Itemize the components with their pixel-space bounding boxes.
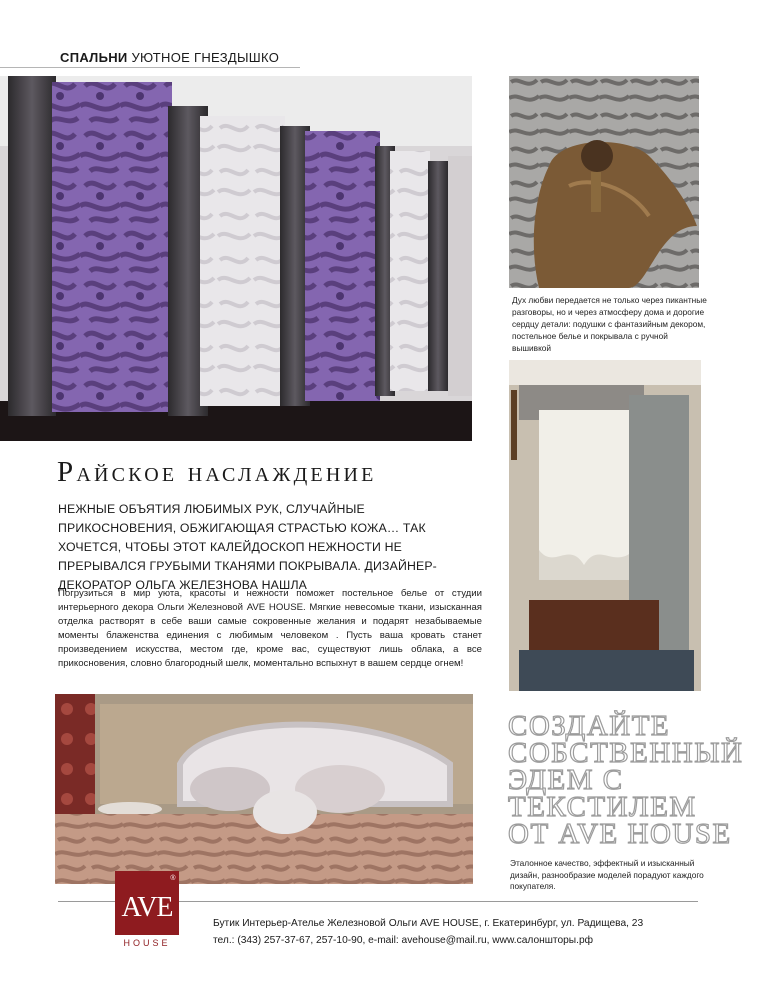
header-divider bbox=[0, 67, 300, 68]
caption-bottom: Эталонное качество, эффектный и изысканный дизайн, разнообразие моделей порадуют каждого покупателя. bbox=[510, 858, 704, 891]
section-subtitle: УЮТНОЕ ГНЕЗДЫШКО bbox=[131, 50, 280, 65]
caption-top: Дух любви передается не только через пикантные разговоры, но и через атмосферу дома и дорогие сердцу детали: подушки с фантазийным декором, постельное белье и покрывала с ручной вышивкой bbox=[512, 295, 707, 353]
window-valance-photo bbox=[509, 360, 701, 691]
footer-contacts bbox=[213, 915, 713, 949]
svg-text:HOUSE: HOUSE bbox=[123, 938, 171, 947]
footer-phones: тел.: (343) 257-37-67, 257-10-90, e-mail: avehouse@mail.ru, www.салоншторы.рф bbox=[213, 935, 593, 946]
footer-address: Бутик Интерьер-Ателье Железновой Ольги AVE HOUSE, г. Екатеринбург, ул. Радищева, 23 bbox=[213, 918, 644, 929]
svg-text:®: ® bbox=[170, 875, 176, 882]
section-label: СПАЛЬНИ bbox=[60, 50, 128, 65]
bed-photo bbox=[55, 694, 473, 884]
ave-house-logo bbox=[115, 871, 179, 947]
article-title: Райское наслаждение bbox=[57, 456, 377, 488]
tieback-detail-photo bbox=[509, 76, 699, 288]
main-curtains-photo bbox=[0, 76, 472, 441]
article-lead: НЕЖНЫЕ ОБЪЯТИЯ ЛЮБИМЫХ РУК, СЛУЧАЙНЫЕ ПРИКОСНОВЕНИЯ, ОБЖИГАЮЩАЯ СТРАСТЬЮ КОЖА… ТАК ХОЧЕТСЯ, ЧТОБЫ ЭТОТ КАЛЕЙДОСКОП НЕЖНОСТИ НЕ ПРЕРЫВАЛСЯ ГРУБЫМИ ТКАНЯМИ ПОКРЫВАЛА. ДИЗАЙНЕР-ДЕКОРАТОР ОЛЬГА ЖЕЛЕЗНОВА НАШЛА bbox=[58, 502, 437, 592]
article-body: Погрузиться в мир уюта, красоты и нежности поможет постельное белье от студии интерьерного декора Ольги Железновой AVE HOUSE. Мягкие невесомые ткани, изысканная отделка растворят в себе ваши самые сокровенные желания и подарят незабываемые моменты блаженства единения с любимым человеком . Пусть ваша кровать станет произведением искусства, местом где, кроме вас, существуют лишь облака, а все прикосновения, словно благородный шелк, моментально вспыхнут в вашем сердце огнем! bbox=[58, 588, 482, 669]
page-header bbox=[60, 50, 279, 65]
slogan: СОЗДАЙТЕ СОБСТВЕННЫЙ ЭДЕМ С ТЕКСТИЛЕМ ОТ AVE HOUSE bbox=[508, 710, 744, 850]
svg-text:AVE: AVE bbox=[121, 892, 173, 923]
